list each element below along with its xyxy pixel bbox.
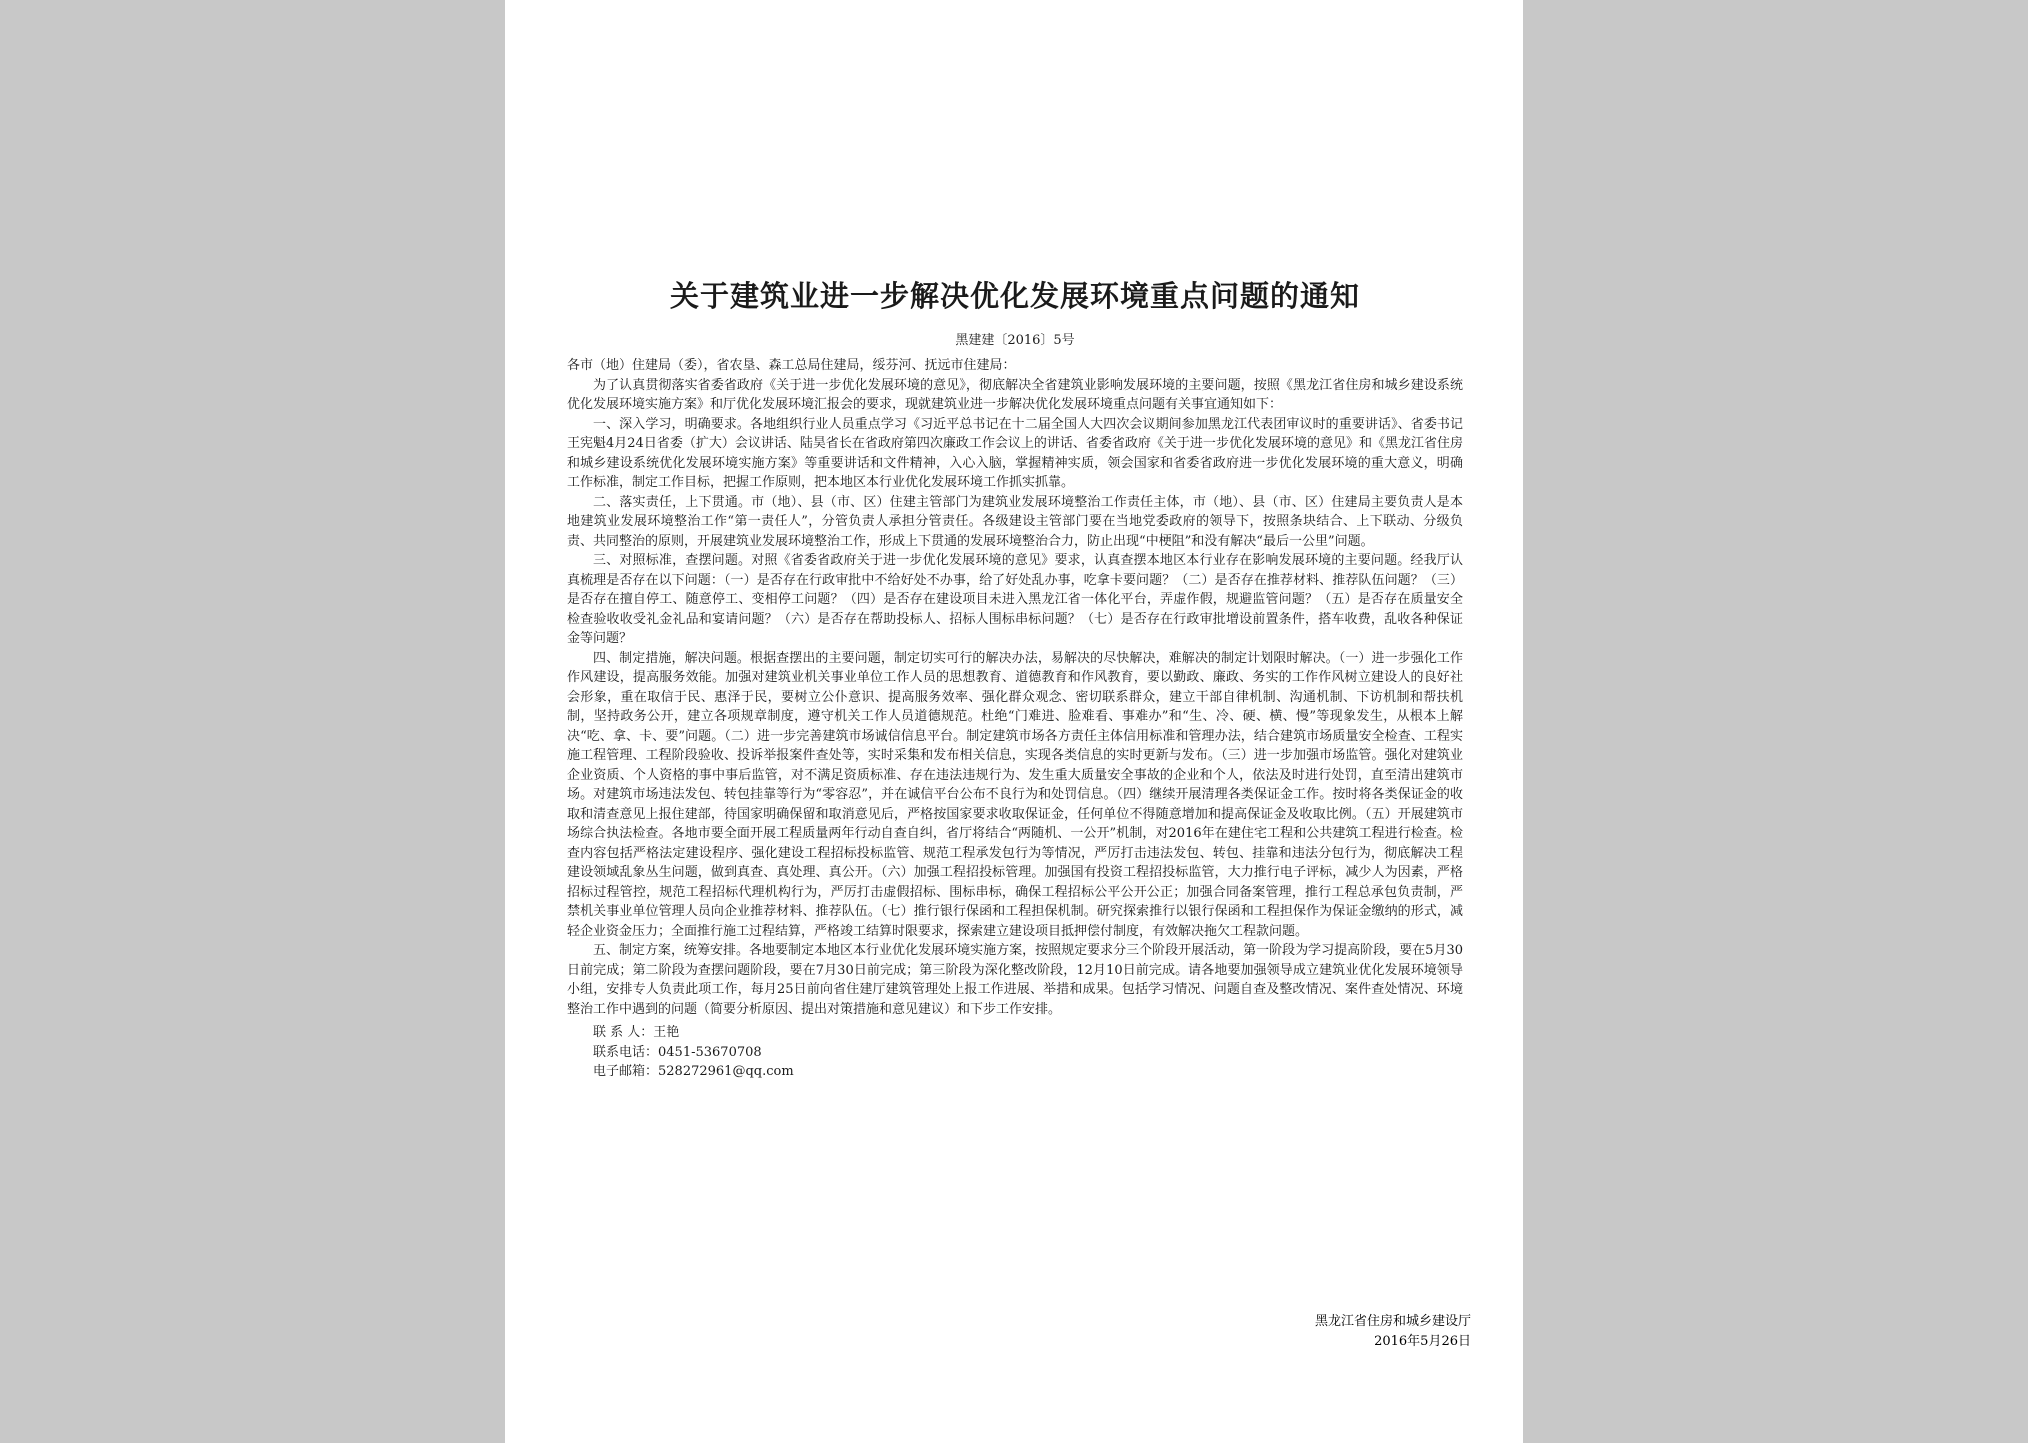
contact-phone xyxy=(593,1043,1463,1063)
contact-person-value: 王艳 xyxy=(653,1025,680,1040)
document-body xyxy=(567,274,1463,1082)
document-page xyxy=(505,0,1523,1443)
contact-email-label: 电子邮箱： xyxy=(593,1064,659,1079)
contact-person xyxy=(593,1023,1463,1043)
contact-email-value: 528272961@qq.com xyxy=(658,1064,794,1079)
paragraph-intro: 为了认真贯彻落实省委省政府《关于进一步优化发展环境的意见》，彻底解决全省建筑业影响发展环境的主要问题，按照《黑龙江省住房和城乡建设系统优化发展环境实施方案》和厅优化发展环境汇报会的要求，现就建筑业进一步解决优化发展环境重点问题有关事宜通知如下： xyxy=(567,377,1463,412)
paragraph-2: 二、落实责任，上下贯通。市（地）、县（市、区）住建主管部门为建筑业发展环境整治工作责任主体，市（地）、县（市、区）住建局主要负责人是本地建筑业发展环境整治工作“第一责任人”，分管负责人承担分管责任。各级建设主管部门要在当地党委政府的领导下，按照条块结合、上下联动、分级负责、共同整治的原则，开展建筑业发展环境整治工作，形成上下贯通的发展环境整治合力，防止出现“中梗阻”和没有解决“最后一公里”问题。 xyxy=(567,494,1463,549)
signature-org: 黑龙江省住房和城乡建设厅 xyxy=(1314,1314,1471,1329)
paragraph-1: 一、深入学习，明确要求。各地组织行业人员重点学习《习近平总书记在十二届全国人大四次会议期间参加黑龙江代表团审议时的重要讲话》、省委书记王宪魁4月24日省委（扩大）会议讲话、陆昊省长在省政府第四次廉政工作会议上的讲话、省委省政府《关于进一步优化发展环境的意见》和《黑龙江省住房和城乡建设系统优化发展环境实施方案》等重要讲话和文件精神，入心入脑，掌握精神实质，领会国家和省委省政府进一步优化发展环境的重大意义，明确工作标准，制定工作目标，把握工作原则，把本地区本行业优化发展环境工作抓实抓靠。 xyxy=(567,416,1463,490)
paragraph-4: 四、制定措施，解决问题。根据查摆出的主要问题，制定切实可行的解决办法，易解决的尽快解决，难解决的制定计划限时解决。（一）进一步强化工作作风建设，提高服务效能。加强对建筑业机关事业单位工作人员的思想教育、道德教育和作风教育，要以勤政、廉政、务实的工作作风树立建设人的良好社会形象，重在取信于民、惠泽于民，要树立公仆意识、提高服务效率、强化群众观念、密切联系群众，建立干部自律机制、沟通机制、下访机制和帮扶机制，坚持政务公开，建立各项规章制度，遵守机关工作人员道德规范。杜绝“门难进、脸难看、事难办”和“生、冷、硬、横、慢”等现象发生，从根本上解决“吃、拿、卡、要”问题。（二）进一步完善建筑市场诚信信息平台。制定建筑市场各方责任主体信用标准和管理办法，结合建筑市场质量安全检查、工程实施工程管理、工程阶段验收、投诉举报案件查处等，实时采集和发布相关信息，实现各类信息的实时更新与发布。（三）进一步加强市场监管。强化对建筑业企业资质、个人资格的事中事后监管，对不满足资质标准、存在违法违规行为、发生重大质量安全事故的企业和个人，依法及时进行处罚，直至清出建筑市场。对建筑市场违法发包、转包挂靠等行为“零容忍”，并在诚信平台公布不良行为和处罚信息。（四）继续开展清理各类保证金工作。按时将各类保证金的收取和清查意见上报住建部，待国家明确保留和取消意见后，严格按国家要求收取保证金，任何单位不得随意增加和提高保证金及收取比例。（五）开展建筑市场综合执法检查。各地市要全面开展工程质量两年行动自查自纠，省厅将结合“两随机、一公开”机制，对2016年在建住宅工程和公共建筑工程进行检查。检查内容包括严格法定建设程序、强化建设工程招标投标监管、规范工程承发包行为等情况，严厉打击违法发包、转包、挂靠和违法分包行为，彻底解决工程建设领域乱象丛生问题，做到真查、真处理、真公开。（六）加强工程招投标管理。加强国有投资工程招投标监管，大力推行电子评标，减少人为因素，严格招标过程管控，规范工程招标代理机构行为，严厉打击虚假招标、围标串标，确保工程招标公平公开公正；加强合同备案管理，推行工程总承包负责制，严禁机关事业单位管理人员向企业推荐材料、推荐队伍。（七）推行银行保函和工程担保机制。研究探索推行以银行保函和工程担保作为保证金缴纳的形式，减轻企业资金压力；全面推行施工过程结算，严格竣工结算时限要求，探索建立建设项目抵押偿付制度，有效解决拖欠工程款问题。 xyxy=(567,650,1463,939)
contact-person-label: 联 系 人： xyxy=(593,1025,654,1040)
signature-block xyxy=(1315,1312,1471,1351)
contact-phone-label: 联系电话： xyxy=(593,1044,659,1060)
contact-email xyxy=(593,1062,1463,1082)
paragraph-5: 五、制定方案，统筹安排。各地要制定本地区本行业优化发展环境实施方案，按照规定要求分三个阶段开展活动，第一阶段为学习提高阶段，要在5月30日前完成；第二阶段为查摆问题阶段，要在7月30日前完成；第三阶段为深化整改阶段，12月10日前完成。请各地要加强领导成立建筑业优化发展环境领导小组，安排专人负责此项工作，每月25日前向省住建厅建筑管理处上报工作进展、举措和成果。包括学习情况、问题自查及整改情况、案件查处情况、环境整治工作中遇到的问题（简要分析原因、提出对策措施和意见建议）和下步工作安排。 xyxy=(567,943,1463,1017)
signature-date: 2016年5月26日 xyxy=(1374,1333,1471,1349)
document-number: 黑建建〔2016〕5号 xyxy=(955,333,1075,348)
contact-phone-value: 0451-53670708 xyxy=(658,1044,762,1060)
document-title: 关于建筑业进一步解决优化发展环境重点问题的通知 xyxy=(669,279,1360,313)
salutation: 各市（地）住建局（委），省农垦、森工总局住建局，绥芬河、抚远市住建局： xyxy=(567,358,1016,373)
contact-block xyxy=(593,1023,1463,1082)
paragraph-3: 三、对照标准，查摆问题。对照《省委省政府关于进一步优化发展环境的意见》要求，认真查摆本地区本行业存在影响发展环境的主要问题。经我厅认真梳理是否存在以下问题：（一）是否存在行政审批中不给好处不办事，给了好处乱办事，吃拿卡要问题？（二）是否存在推荐材料、推荐队伍问题？（三）是否存在擅自停工、随意停工、变相停工问题？（四）是否存在建设项目未进入黑龙江省一体化平台，弄虚作假，规避监管问题？（五）是否存在质量安全检查验收收受礼金礼品和宴请问题？（六）是否存在帮助投标人、招标人围标串标问题？（七）是否存在行政审批增设前置条件，搭车收费，乱收各种保证金等问题？ xyxy=(567,553,1463,646)
